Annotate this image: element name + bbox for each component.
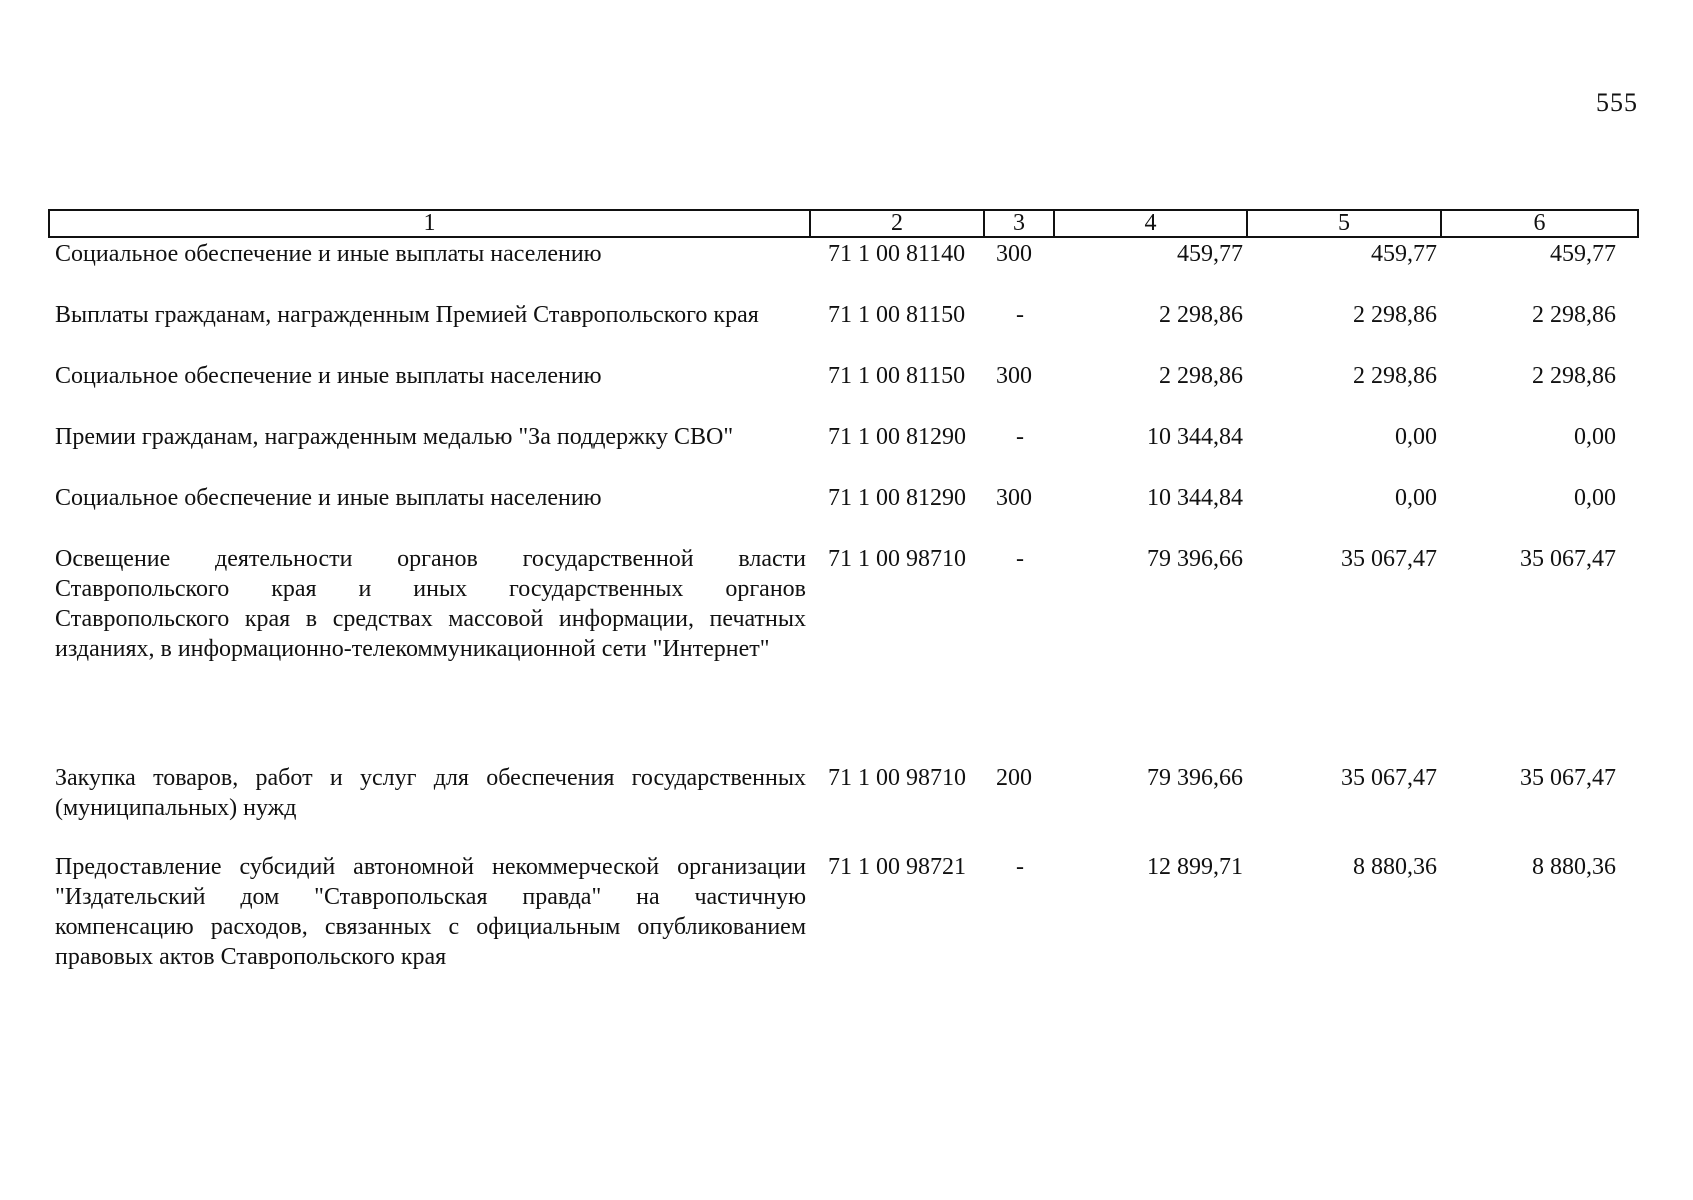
table-row: [49, 852, 1638, 972]
row-expense-type: 200: [996, 765, 1032, 791]
table-row: [49, 544, 1638, 763]
row-code: 71 1 00 81140: [828, 241, 966, 267]
row-code: 71 1 00 98721: [828, 854, 966, 880]
row-amount-5: 0,00: [1395, 424, 1437, 450]
row-amount-6: 8 880,36: [1532, 854, 1616, 880]
row-amount-5: 0,00: [1395, 485, 1437, 511]
row-name: Социальное обеспечение и иные выплаты населению: [55, 241, 602, 267]
header-col-1: 1: [49, 210, 810, 237]
header-col-3: 3: [984, 210, 1054, 237]
row-amount-5: 35 067,47: [1341, 546, 1437, 572]
table-row: [49, 300, 1638, 361]
row-amount-4: 2 298,86: [1159, 363, 1243, 389]
row-name: Предоставление субсидий автономной некоммерческой организации "Издательский дом "Ставропольская правда" на частичную компенсацию расходов, связанных с официальным опубликованием правовых актов Ставропольского края: [55, 854, 806, 970]
row-amount-5: 2 298,86: [1353, 302, 1437, 328]
row-code: 71 1 00 81150: [828, 302, 966, 328]
row-code: 71 1 00 98710: [828, 546, 966, 572]
table-body: [49, 237, 1638, 972]
header-col-6: 6: [1441, 210, 1638, 237]
table-row: [49, 361, 1638, 422]
row-amount-6: 459,77: [1550, 241, 1616, 267]
header-col-5: 5: [1247, 210, 1441, 237]
row-amount-4: 459,77: [1177, 241, 1243, 267]
table-row: [49, 422, 1638, 483]
row-name: Освещение деятельности органов государственной власти Ставропольского края и иных государственных органов Ставропольского края в средствах массовой информации, печатных изданиях, в информационно-телекоммуникационной сети "Интернет": [55, 546, 806, 662]
table-row: [49, 237, 1638, 300]
row-expense-type: 300: [996, 241, 1032, 267]
row-amount-4: 79 396,66: [1147, 546, 1243, 572]
row-amount-6: 35 067,47: [1520, 546, 1616, 572]
row-amount-4: 79 396,66: [1147, 765, 1243, 791]
row-amount-4: 10 344,84: [1147, 485, 1243, 511]
row-amount-5: 8 880,36: [1353, 854, 1437, 880]
table-header: [49, 210, 1638, 237]
row-expense-type: 300: [996, 485, 1032, 511]
row-amount-6: 0,00: [1574, 424, 1616, 450]
row-name: Выплаты гражданам, награжденным Премией Ставропольского края: [55, 302, 759, 328]
row-amount-5: 35 067,47: [1341, 765, 1437, 791]
row-amount-4: 10 344,84: [1147, 424, 1243, 450]
row-amount-6: 0,00: [1574, 485, 1616, 511]
row-code: 71 1 00 81290: [828, 485, 966, 511]
row-expense-type: -: [1016, 424, 1024, 450]
header-col-4: 4: [1054, 210, 1247, 237]
budget-table: [48, 209, 1639, 972]
row-expense-type: 300: [996, 363, 1032, 389]
row-amount-6: 2 298,86: [1532, 302, 1616, 328]
table-row: [49, 483, 1638, 544]
row-code: 71 1 00 98710: [828, 765, 966, 791]
row-name: Закупка товаров, работ и услуг для обеспечения государственных (муниципальных) нужд: [55, 765, 806, 821]
row-name: Социальное обеспечение и иные выплаты населению: [55, 363, 602, 389]
row-amount-6: 35 067,47: [1520, 765, 1616, 791]
header-col-2: 2: [810, 210, 984, 237]
table-header-row: [49, 210, 1638, 237]
table-row: [49, 763, 1638, 852]
page-number: 555: [1596, 88, 1638, 117]
row-name: Премии гражданам, награжденным медалью "За поддержку СВО": [55, 424, 734, 450]
row-amount-5: 2 298,86: [1353, 363, 1437, 389]
row-amount-4: 2 298,86: [1159, 302, 1243, 328]
row-expense-type: -: [1016, 854, 1024, 880]
row-amount-6: 2 298,86: [1532, 363, 1616, 389]
row-code: 71 1 00 81290: [828, 424, 966, 450]
row-code: 71 1 00 81150: [828, 363, 966, 389]
row-name: Социальное обеспечение и иные выплаты населению: [55, 485, 602, 511]
row-amount-4: 12 899,71: [1147, 854, 1243, 880]
row-expense-type: -: [1016, 302, 1024, 328]
row-amount-5: 459,77: [1371, 241, 1437, 267]
row-expense-type: -: [1016, 546, 1024, 572]
